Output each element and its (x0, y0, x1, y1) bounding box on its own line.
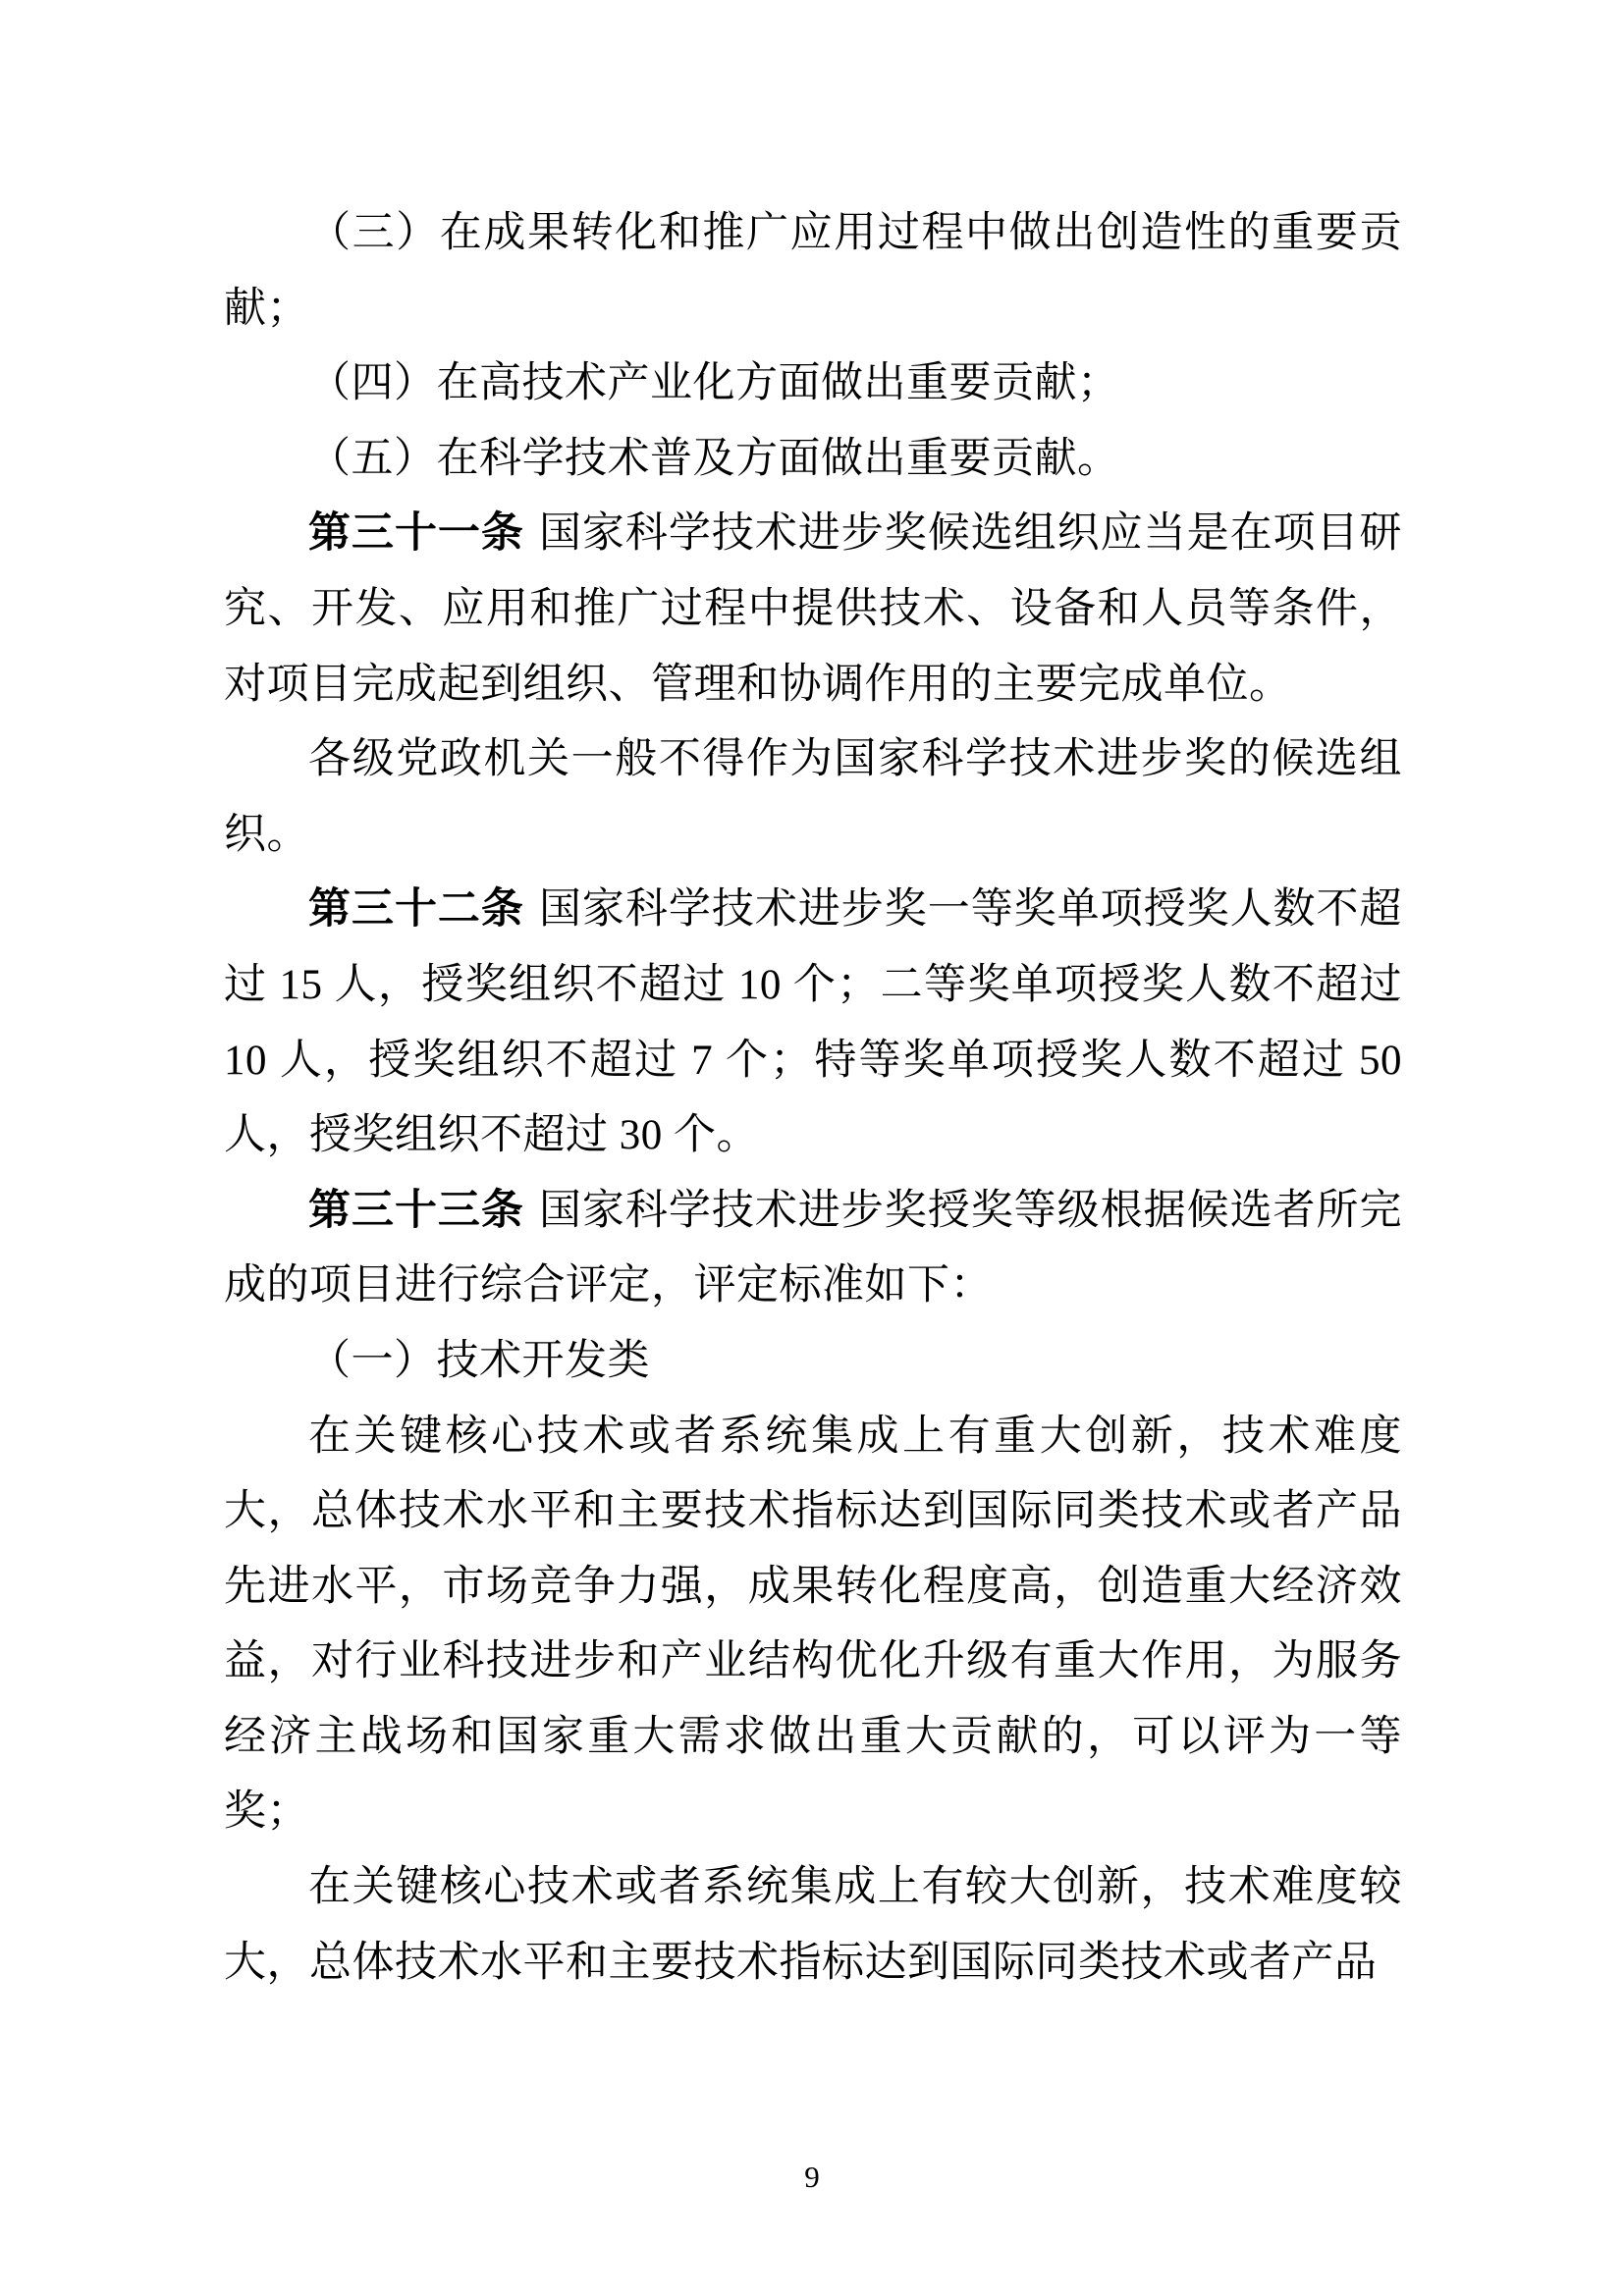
paragraph-text: （三）在成果转化和推广应用过程中做出创造性的重要贡献； (224, 210, 1402, 332)
paragraph (224, 1850, 1402, 2001)
paragraph-text: （四）在高技术产业化方面做出重要贡献； (308, 360, 1120, 407)
paragraph (224, 347, 1402, 422)
article-number: 第三十一条 (308, 510, 524, 558)
paragraph-text: （五）在科学技术普及方面做出重要贡献。 (308, 435, 1120, 482)
article-number: 第三十二条 (308, 886, 524, 934)
paragraph-article-31 (224, 497, 1402, 722)
page-number: 9 (804, 2160, 820, 2194)
paragraph (224, 196, 1402, 347)
paragraph-text: 国家科学技术进步奖授奖等级根据候选者所完成的项目进行综合评定，评定标准如下： (224, 1187, 1403, 1309)
paragraph-text: （一）技术开发类 (308, 1337, 650, 1384)
paragraph (224, 722, 1402, 873)
document-body (224, 196, 1402, 2001)
paragraph-text: 各级党政机关一般不得作为国家科学技术进步奖的候选组织。 (224, 736, 1402, 858)
paragraph (224, 422, 1402, 498)
paragraph-text: 国家科学技术进步奖一等奖单项授奖人数不超过 15 人，授奖组织不超过 10 个；二等奖单项授奖人数不超过 10 人，授奖组织不超过 7 个；特等奖单项授奖人数不超过 50 人，授奖组织不超过 30 个。 (224, 886, 1403, 1159)
paragraph-article-33 (224, 1174, 1402, 1324)
paragraph (224, 1324, 1402, 1400)
paragraph-article-32 (224, 873, 1402, 1173)
paragraph (224, 1400, 1402, 1851)
article-number: 第三十三条 (308, 1187, 524, 1234)
paragraph-text: 在关键核心技术或者系统集成上有重大创新，技术难度大，总体技术水平和主要技术指标达到国际同类技术或者产品先进水平，市场竞争力强，成果转化程度高，创造重大经济效益，对行业科技进步和产业结构优化升级有重大作用，为服务经济主战场和国家重大需求做出重大贡献的，可以评为一等奖； (224, 1413, 1402, 1836)
paragraph-text: 在关键核心技术或者系统集成上有较大创新，技术难度较大，总体技术水平和主要技术指标达到国际同类技术或者产品 (224, 1864, 1402, 1986)
paragraph-text: 国家科学技术进步奖候选组织应当是在项目研究、开发、应用和推广过程中提供技术、设备和人员等条件，对项目完成起到组织、管理和协调作用的主要完成单位。 (224, 510, 1403, 708)
